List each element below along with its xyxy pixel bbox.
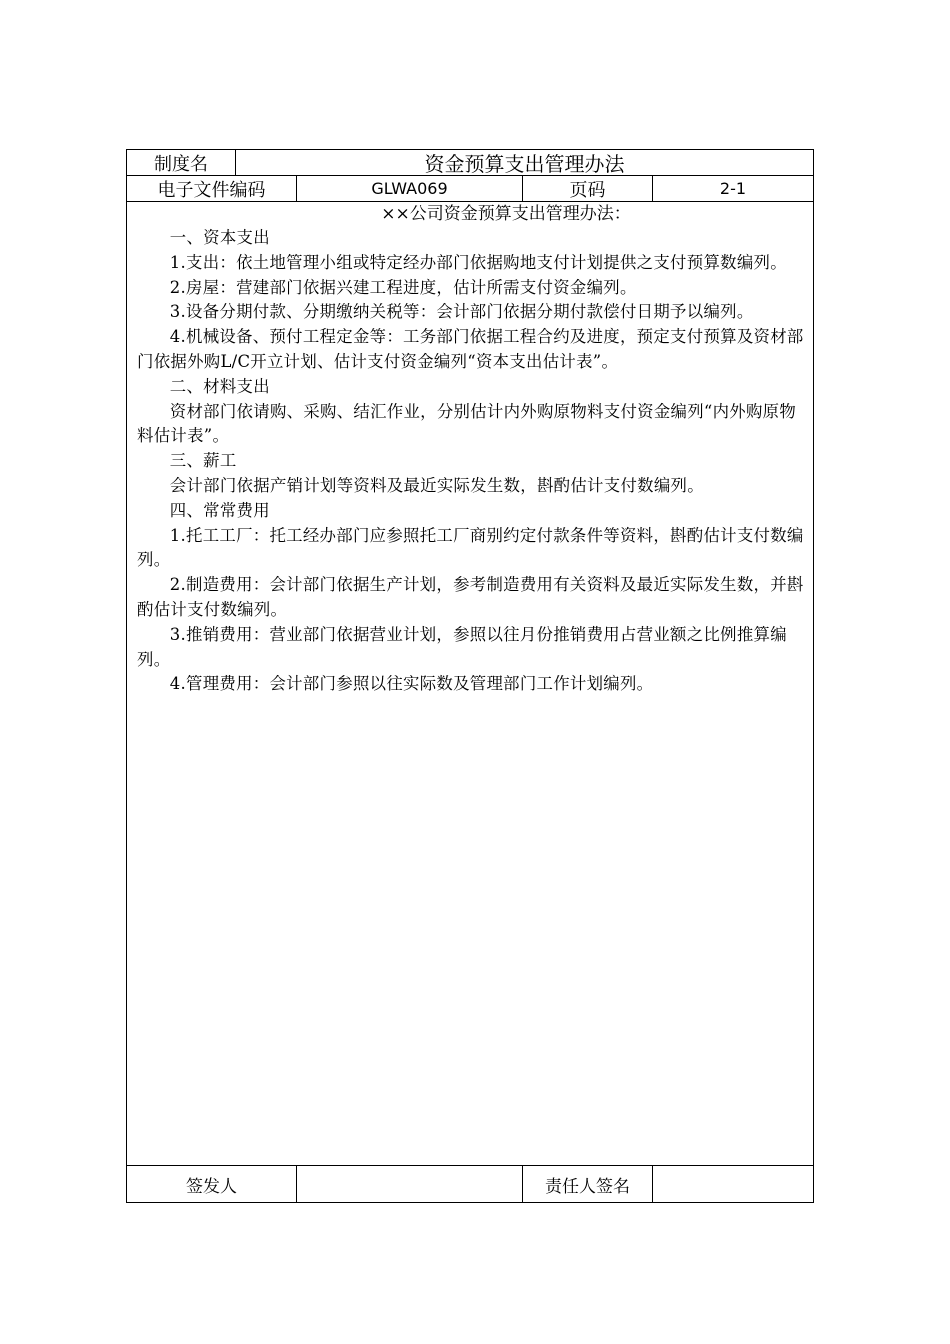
document-title: ××公司资金预算支出管理办法： (381, 204, 631, 224)
header-row-file-code (127, 176, 813, 202)
paragraph: 一、资本支出 (169, 228, 270, 247)
paragraph: 3.设备分期付款、分期缴纳关税等：会计部门依据分期付款偿付日期予以编列。 (169, 302, 754, 322)
paragraph: 1.支出：依土地管理小组或特定经办部门依据购地支付计划提供之支付预算数编列。 (169, 252, 787, 272)
paragraph: 四、常常费用 (169, 500, 270, 520)
paragraph: 4.机械设备、预付工程定金等：工务部门依据工程合约及进度，预定支付预算及资材部门依据外购L/C开立计划、估计支付资金编列“资本支出估计表”。 (137, 327, 804, 371)
system-name-label: 制度名 (127, 150, 236, 175)
paragraph: 二、材料支出 (169, 376, 270, 396)
paragraph: 资材部门依请购、采购、结汇作业，分别估计内外购原物料支付资金编列“内外购原物料估计表”。 (137, 401, 797, 446)
paragraph: 4.管理费用：会计部门参照以往实际数及管理部门工作计划编列。 (169, 674, 654, 694)
issuer-signature-field[interactable] (297, 1166, 523, 1202)
document-body (137, 202, 805, 1166)
paragraph: 会计部门依据产销计划等资料及最近实际发生数，斟酌估计支付数编列。 (169, 475, 704, 495)
page-label: 页码 (523, 176, 653, 201)
paragraph: 1.托工工厂：托工经办部门应参照托工厂商别约定付款条件等资料，斟酌估计支付数编列。 (137, 525, 804, 570)
issuer-label: 签发人 (127, 1166, 297, 1202)
file-code-value: GLWA069 (297, 176, 523, 201)
system-name-value: 资金预算支出管理办法 (424, 152, 625, 176)
paragraph: 2.制造费用：会计部门依据生产计划，参考制造费用有关资料及最近实际发生数，并斟酌估计支付数编列。 (137, 575, 804, 619)
responsible-label: 责任人签名 (523, 1166, 653, 1202)
header-row-system-name (127, 150, 813, 176)
signature-row (127, 1165, 813, 1202)
page-value: 2-1 (719, 179, 747, 198)
responsible-signature-field[interactable] (653, 1166, 813, 1202)
paragraph: 三、薪工 (169, 451, 237, 471)
file-code-label: 电子文件编码 (127, 176, 297, 201)
paragraph: 3.推销费用：营业部门依据营业计划，参照以往月份推销费用占营业额之比例推算编列。 (137, 624, 787, 669)
document-form (126, 149, 814, 1203)
paragraph: 2.房屋：营建部门依据兴建工程进度，估计所需支付资金编列。 (169, 277, 637, 297)
